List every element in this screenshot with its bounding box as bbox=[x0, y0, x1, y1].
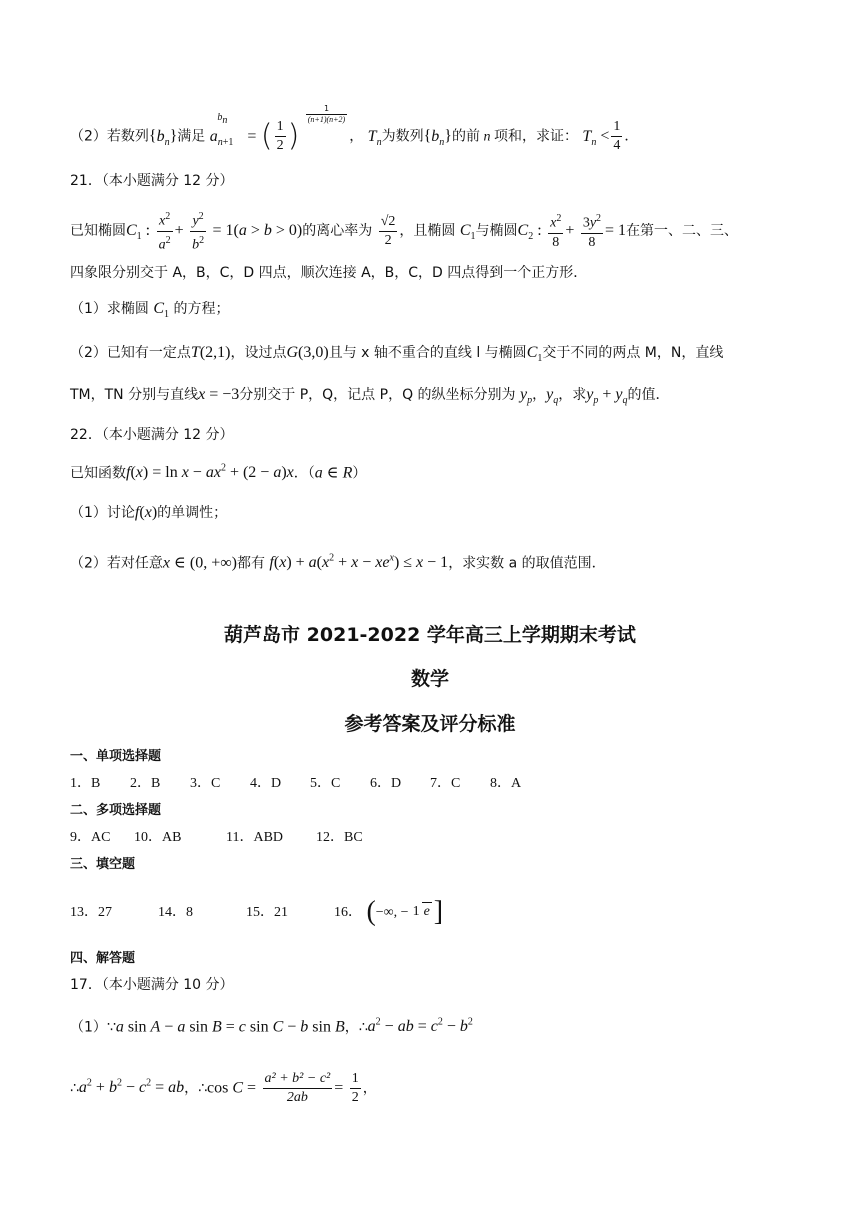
answer-2: 2．B bbox=[130, 776, 161, 791]
q17-header: 17．（本小题满分 10 分） bbox=[70, 977, 234, 993]
section-solutions: 四、解答题 bbox=[70, 951, 136, 966]
answer-1: 1．B bbox=[70, 776, 101, 791]
answer-key-subject: 数学 bbox=[410, 668, 449, 690]
answer-13: 13．27 bbox=[70, 905, 112, 920]
answer-4: 4．D bbox=[250, 776, 282, 791]
section-multi-choice: 二、多项选择题 bbox=[70, 803, 162, 818]
answer-6: 6．D bbox=[370, 776, 402, 791]
answer-11: 11．ABD bbox=[226, 830, 284, 845]
q22-stem: 已知函数$f(x) = \ln x - ax^2 + (2 - a)x$．（a ∈ R） bbox=[70, 463, 367, 482]
q17-line1: （1）∵a sin A − a sin B = c sin C − b sin B，$\therefore a^2$ − ab = $c^2 - b^2$ bbox=[70, 1017, 473, 1036]
q21-stem-line2: 四象限分别交于 A，B，C，D 四点，顺次连接 A，B，C，D 四点得到一个正方形． bbox=[70, 265, 588, 281]
fill-blank-answers: 13．27 14．8 15．21 16． (−∞, − 1 e ] bbox=[70, 892, 820, 936]
q21-part2: （2）已知有一定点T(2,1)，设过点G(3,0)且与 x 轴不重合的直线 l 与椭圆$C_1$交于不同的两点 M，N，直线 bbox=[70, 344, 724, 365]
answer-14: 14．8 bbox=[158, 905, 193, 920]
answer-16: 16． bbox=[334, 905, 362, 920]
section-fill-blank: 三、填空题 bbox=[70, 857, 136, 872]
answer-10: 10．AB bbox=[134, 830, 182, 845]
q22-part1: （1）讨论f(x)的单调性； bbox=[70, 504, 228, 521]
q22-header: 22．（本小题满分 12 分） bbox=[70, 427, 234, 443]
answer-5: 5．C bbox=[310, 776, 341, 791]
answer-7: 7．C bbox=[430, 776, 461, 791]
multi-choice-answers bbox=[70, 826, 820, 849]
answer-3: 3．C bbox=[190, 776, 221, 791]
answer-key-subtitle: 参考答案及评分标准 bbox=[344, 713, 516, 735]
q17-line2: $\therefore a^2 + b^2 - c^2$ = ab，∴cos C = $\frac{\text{a² + b² − c²}}{2ab}$ = $\frac{1}{2}$ ， bbox=[70, 1070, 377, 1105]
q21-stem: 已知椭圆$C_1$ : $\frac{x^2}{a^2}$ + $\frac{y^2}{b^2}$ = 1(a > b > 0)的离心率为 $\frac{√2}{2}$ ，且椭圆 $C_1$与椭圆$C_2$ : $\frac{x^2}{8}$ + $\frac{3y^2}{8}$ = 1在第一、二、三、 bbox=[70, 211, 739, 253]
q20-part2: （2）若数列$\{b_n\}$满足 $a_{n+1}^{b_n}$ = ( $\frac{1}{2}$ ) $\frac{1}{(n+1)(n+2)}$ ， $T_n$为数列$\{b_n\}$的前 n 项和，求证： $T_n$ < $\frac{1}{4}$ ． bbox=[70, 104, 639, 154]
answer-8: 8．A bbox=[490, 776, 522, 791]
answer-9: 9．AC bbox=[70, 830, 111, 845]
answer-12: 12．BC bbox=[316, 830, 363, 845]
single-choice-answers bbox=[70, 772, 820, 795]
q21-header: 21．（本小题满分 12 分） bbox=[70, 173, 234, 189]
answer-key-title: 葫芦岛市 2021-2022 学年高三上学期期末考试 bbox=[224, 624, 636, 646]
q22-part2: （2）若对任意x ∈ (0, +∞)都有 $f(x) + a(x^2 + x - xe^x) \le x - 1$，求实数 a 的取值范围． bbox=[70, 553, 606, 572]
q21-part2-line2: TM，TN 分别与直线x = −3分别交于 P，Q，记点 P，Q 的纵坐标分别为 $y_p$，$y_q$，求$y_p + y_q$的值． bbox=[70, 386, 670, 407]
section-single-choice: 一、单项选择题 bbox=[70, 749, 162, 764]
answer-15: 15．21 bbox=[246, 905, 288, 920]
q21-part1: （1）求椭圆 $C_1$ 的方程； bbox=[70, 300, 230, 321]
